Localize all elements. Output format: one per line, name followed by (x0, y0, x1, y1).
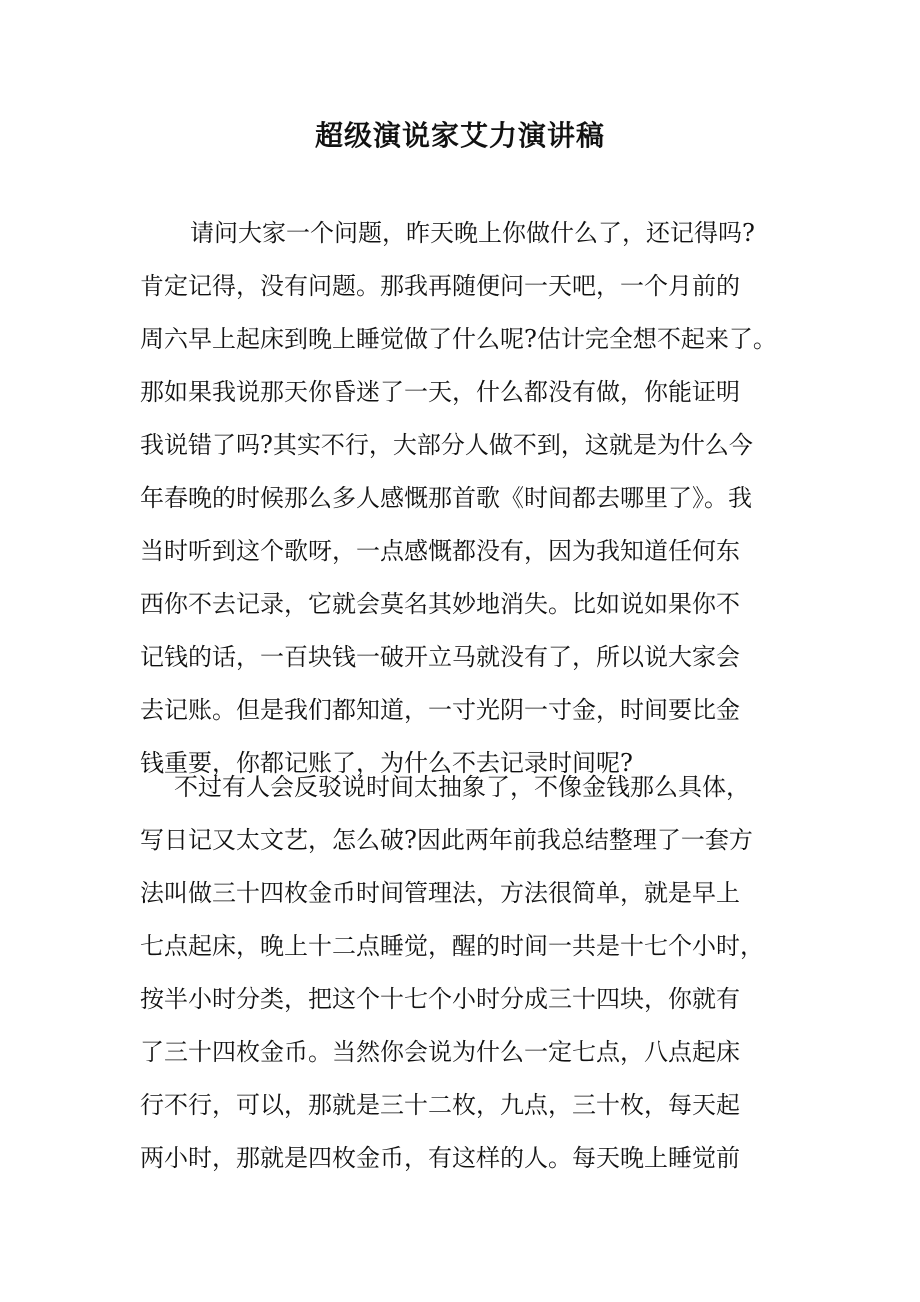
paragraph-line: 请问大家一个问题，昨天晚上你做什么了，还记得吗? (190, 219, 755, 247)
paragraph-line: 按半小时分类，把这个十七个小时分成三十四块，你就有 (140, 985, 740, 1013)
paragraph-line: 了三十四枚金币。当然你会说为什么一定七点，八点起床 (140, 1038, 740, 1066)
paragraph-line: 那如果我说那天你昏迷了一天，什么都没有做，你能证明 (140, 378, 740, 406)
paragraph-line: 七点起床，晚上十二点睡觉，醒的时间一共是十七个小时， (140, 932, 764, 960)
paragraph-line: 肯定记得，没有问题。那我再随便问一天吧，一个月前的 (140, 272, 740, 300)
paragraph-line: 不过有人会反驳说时间太抽象了，不像金钱那么具体， (174, 773, 750, 801)
paragraph-line: 法叫做三十四枚金币时间管理法，方法很简单，就是早上 (140, 879, 740, 907)
paragraph-line: 去记账。但是我们都知道，一寸光阴一寸金，时间要比金 (140, 696, 740, 724)
paragraph-line: 周六早上起床到晚上睡觉做了什么呢?估计完全想不起来了。 (140, 325, 777, 353)
paragraph-line: 我说错了吗?其实不行，大部分人做不到，这就是为什么今 (140, 431, 753, 459)
paragraph-line: 两小时，那就是四枚金币，有这样的人。每天晚上睡觉前 (140, 1144, 740, 1172)
paragraph-line: 当时听到这个歌呀，一点感慨都没有，因为我知道任何东 (140, 537, 740, 565)
paragraph-line: 钱重要，你都记账了，为什么不去记录时间呢? (140, 749, 633, 777)
paragraph-line: 行不行，可以，那就是三十二枚，九点，三十枚，每天起 (140, 1091, 740, 1119)
paragraph-line: 西你不去记录，它就会莫名其妙地消失。比如说如果你不 (140, 590, 740, 618)
document-title: 超级演说家艾力演讲稿 (314, 119, 605, 152)
paragraph-1 (140, 216, 800, 799)
paragraph-line: 记钱的话，一百块钱一破开立马就没有了，所以说大家会 (140, 643, 740, 671)
paragraph-line: 年春晚的时候那么多人感慨那首歌《时间都去哪里了》。我 (140, 484, 752, 512)
paragraph-2 (140, 770, 800, 1194)
paragraph-line: 写日记又太文艺，怎么破?因此两年前我总结整理了一套方 (140, 826, 753, 854)
